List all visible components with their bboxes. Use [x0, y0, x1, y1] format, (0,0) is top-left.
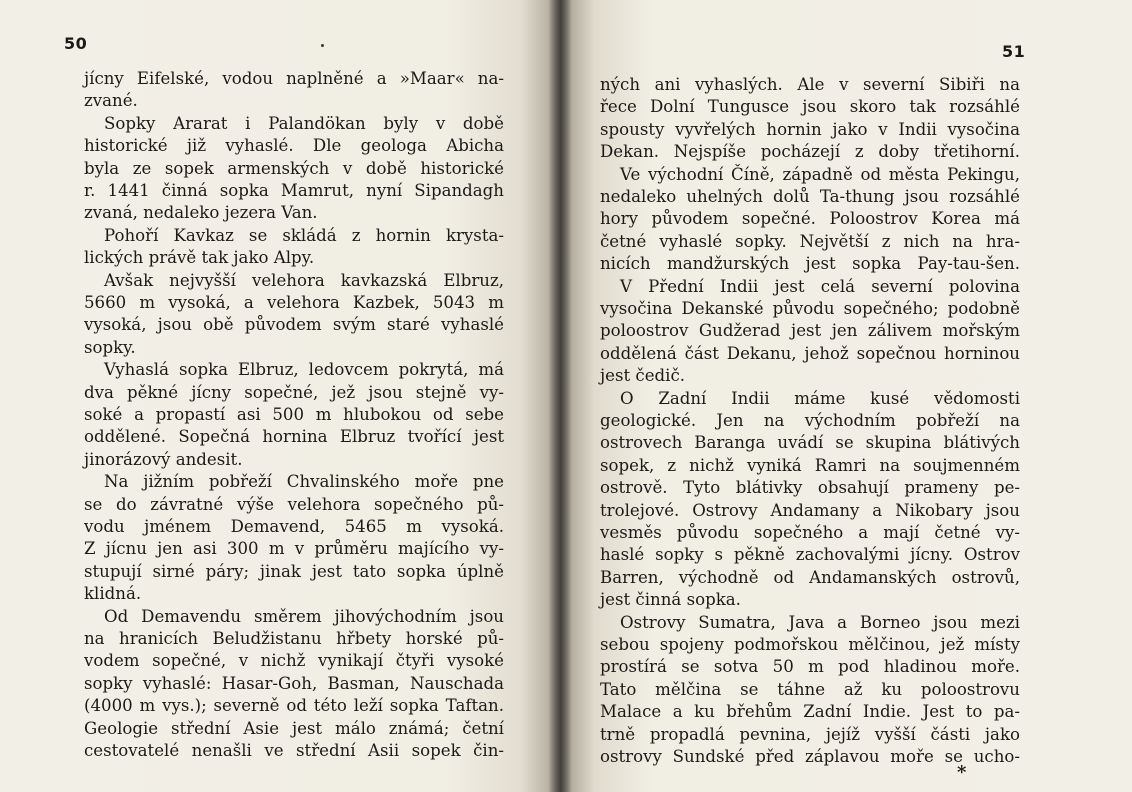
right-page [560, 0, 1132, 792]
left-text-line: oddělené. Sopečná hornina Elbruz tvořící jest [84, 427, 504, 447]
right-text-line: Dekan. Nejspíše pocházejí z doby třetihorní. [600, 142, 1020, 162]
right-text-line: vesměs původu sopečného a mají četné vy- [600, 523, 1020, 542]
right-text-line: hory původem sopečné. Poloostrov Korea má [600, 209, 1020, 229]
left-text-line: Avšak nejvyšší velehora kavkazská Elbruz, [104, 270, 504, 290]
left-text-line: jinorázový andesit. [84, 449, 243, 469]
left-text-line: sopky. [84, 337, 136, 357]
left-text-line: Od Demavendu směrem jihovýchodním jsou [104, 606, 504, 626]
left-text-line: Sopky Ararat i Palandökan byly v době [104, 113, 504, 133]
right-text-line: prostírá se sotva 50 m pod hladinou moře. [600, 657, 1020, 677]
left-text-line: soké a propastí asi 500 m hlubokou od sebe [84, 405, 504, 424]
right-text-line: jest čedič. [600, 366, 686, 386]
right-text-line: jest činná sopka. [600, 590, 741, 610]
book-gutter [548, 0, 572, 792]
right-text-line: ostrovech Baranga uvádí se skupina blátivých [600, 433, 1020, 453]
right-text-line: haslé sopky s pěkně zachovalými jícny. Ostrov [600, 545, 1020, 565]
right-text-line: oddělená část Dekanu, jehož sopečnou horninou [600, 343, 1020, 363]
right-text-line: poloostrov Gudžerad jest jen zálivem mořským [600, 321, 1020, 341]
left-text-line: se do závratné výše velehora sopečného pů- [84, 494, 504, 514]
left-text-line: zvané. [84, 91, 138, 111]
left-text-line: Geologie střední Asie jest málo známá; četní [84, 718, 504, 738]
right-text-line: geologické. Jen na východním pobřeží na [600, 411, 1020, 430]
left-text-line: Pohoří Kavkaz se skládá z hornin krysta- [104, 225, 504, 245]
right-text-line: ostrovy Sundské před záplavou moře se ucho- [600, 747, 1020, 766]
left-text-line: klidná. [84, 584, 142, 604]
left-text-line: Na jižním pobřeží Chvalinského moře pne [104, 472, 504, 492]
left-page [0, 0, 560, 792]
right-text-line: sopek, z nichž vyniká Ramri na soujmenném [600, 455, 1020, 475]
right-text-line: Malace a ku břehům Zadní Indie. Jest to pa- [600, 702, 1020, 722]
left-text-line: na hranicích Beludžistanu hřbety horské pů- [84, 629, 504, 648]
left-text-line: (4000 m vys.); severně od této leží sopka Taftan. [84, 696, 504, 716]
left-text-line: vysoká, jsou obě původem svým staré vyhaslé [84, 315, 504, 335]
right-text-line: spousty vyvřelých hornin jako v Indii vysočina [600, 119, 1020, 139]
right-text-line: Tato mělčina se táhne až ku poloostrovu [600, 679, 1020, 699]
page-number-right: 51 [1002, 42, 1026, 61]
right-text-line: ostrově. Tyto blátivky obsahují prameny pe- [600, 478, 1020, 498]
left-text-line: zvaná, nedaleko jezera Van. [84, 203, 318, 223]
left-text-line: vodu jménem Demavend, 5465 m vysoká. [84, 517, 504, 536]
left-text-line: byla ze sopek armenských v době historické [84, 158, 504, 178]
right-text-line: řece Dolní Tungusce jsou skoro tak rozsáhlé [600, 97, 1020, 117]
right-text-line: ných ani vyhaslých. Ale v severní Sibiři na [600, 75, 1020, 94]
page-number-left: 50 [64, 34, 88, 53]
right-text-line: vysočina Dekanské původu sopečného; podobně [600, 299, 1020, 318]
left-text-line: lických právě tak jako Alpy. [84, 248, 315, 268]
right-text-line: Ve východní Číně, západně od města Pekingu, [620, 164, 1020, 184]
left-text-line: 5660 m vysoká, a velehora Kazbek, 5043 m [84, 293, 504, 312]
left-text-line: Z jícnu jen asi 300 m v průměru majícího vy- [84, 539, 504, 559]
ink-speck [321, 44, 324, 47]
signature-mark: * [957, 762, 967, 783]
left-text-line: cestovatelé nenašli ve střední Asii sopek čin- [84, 741, 504, 760]
left-text-line: jícny Eifelské, vodou naplněné a »Maar« na- [84, 69, 504, 88]
right-text-line: četné vyhaslé sopky. Největší z nich na hra- [600, 231, 1020, 251]
left-text-line: r. 1441 činná sopka Mamrut, nyní Sipandagh [84, 181, 504, 200]
left-text-line: stupují sirné páry; jinak jest tato sopka úplně [84, 561, 504, 581]
right-text-line: nicích mandžurských jest sopka Pay-tau-šen. [600, 254, 1020, 274]
left-text-line: dva pěkné jícny sopečné, jež jsou stejně vy- [84, 382, 504, 402]
right-text-line: trně propadlá pevnina, jejíž vyšší části jako [600, 724, 1020, 744]
right-text-line: sebou spojeny podmořskou mělčinou, jež místy [600, 635, 1020, 654]
left-text-line: Vyhaslá sopka Elbruz, ledovcem pokrytá, má [104, 360, 504, 380]
left-text-line: vodem sopečné, v nichž vynikají čtyři vysoké [84, 651, 504, 671]
right-text-line: O Zadní Indii máme kusé vědomosti [620, 388, 1020, 408]
left-text-line: historické již vyhaslé. Dle geologa Abicha [84, 136, 504, 156]
right-text-line: Barren, východně od Andamanských ostrovů, [600, 567, 1020, 587]
right-text-line: nedaleko uhelných dolů Ta-thung jsou rozsáhlé [600, 187, 1020, 206]
left-text-line: sopky vyhaslé: Hasar-Goh, Basman, Nauschada [84, 673, 504, 693]
right-text-line: Ostrovy Sumatra, Java a Borneo jsou mezi [620, 612, 1020, 632]
right-text-line: V Přední Indii jest celá severní polovina [620, 276, 1020, 296]
right-text-line: trolejové. Ostrovy Andamany a Nikobary jsou [600, 500, 1020, 520]
